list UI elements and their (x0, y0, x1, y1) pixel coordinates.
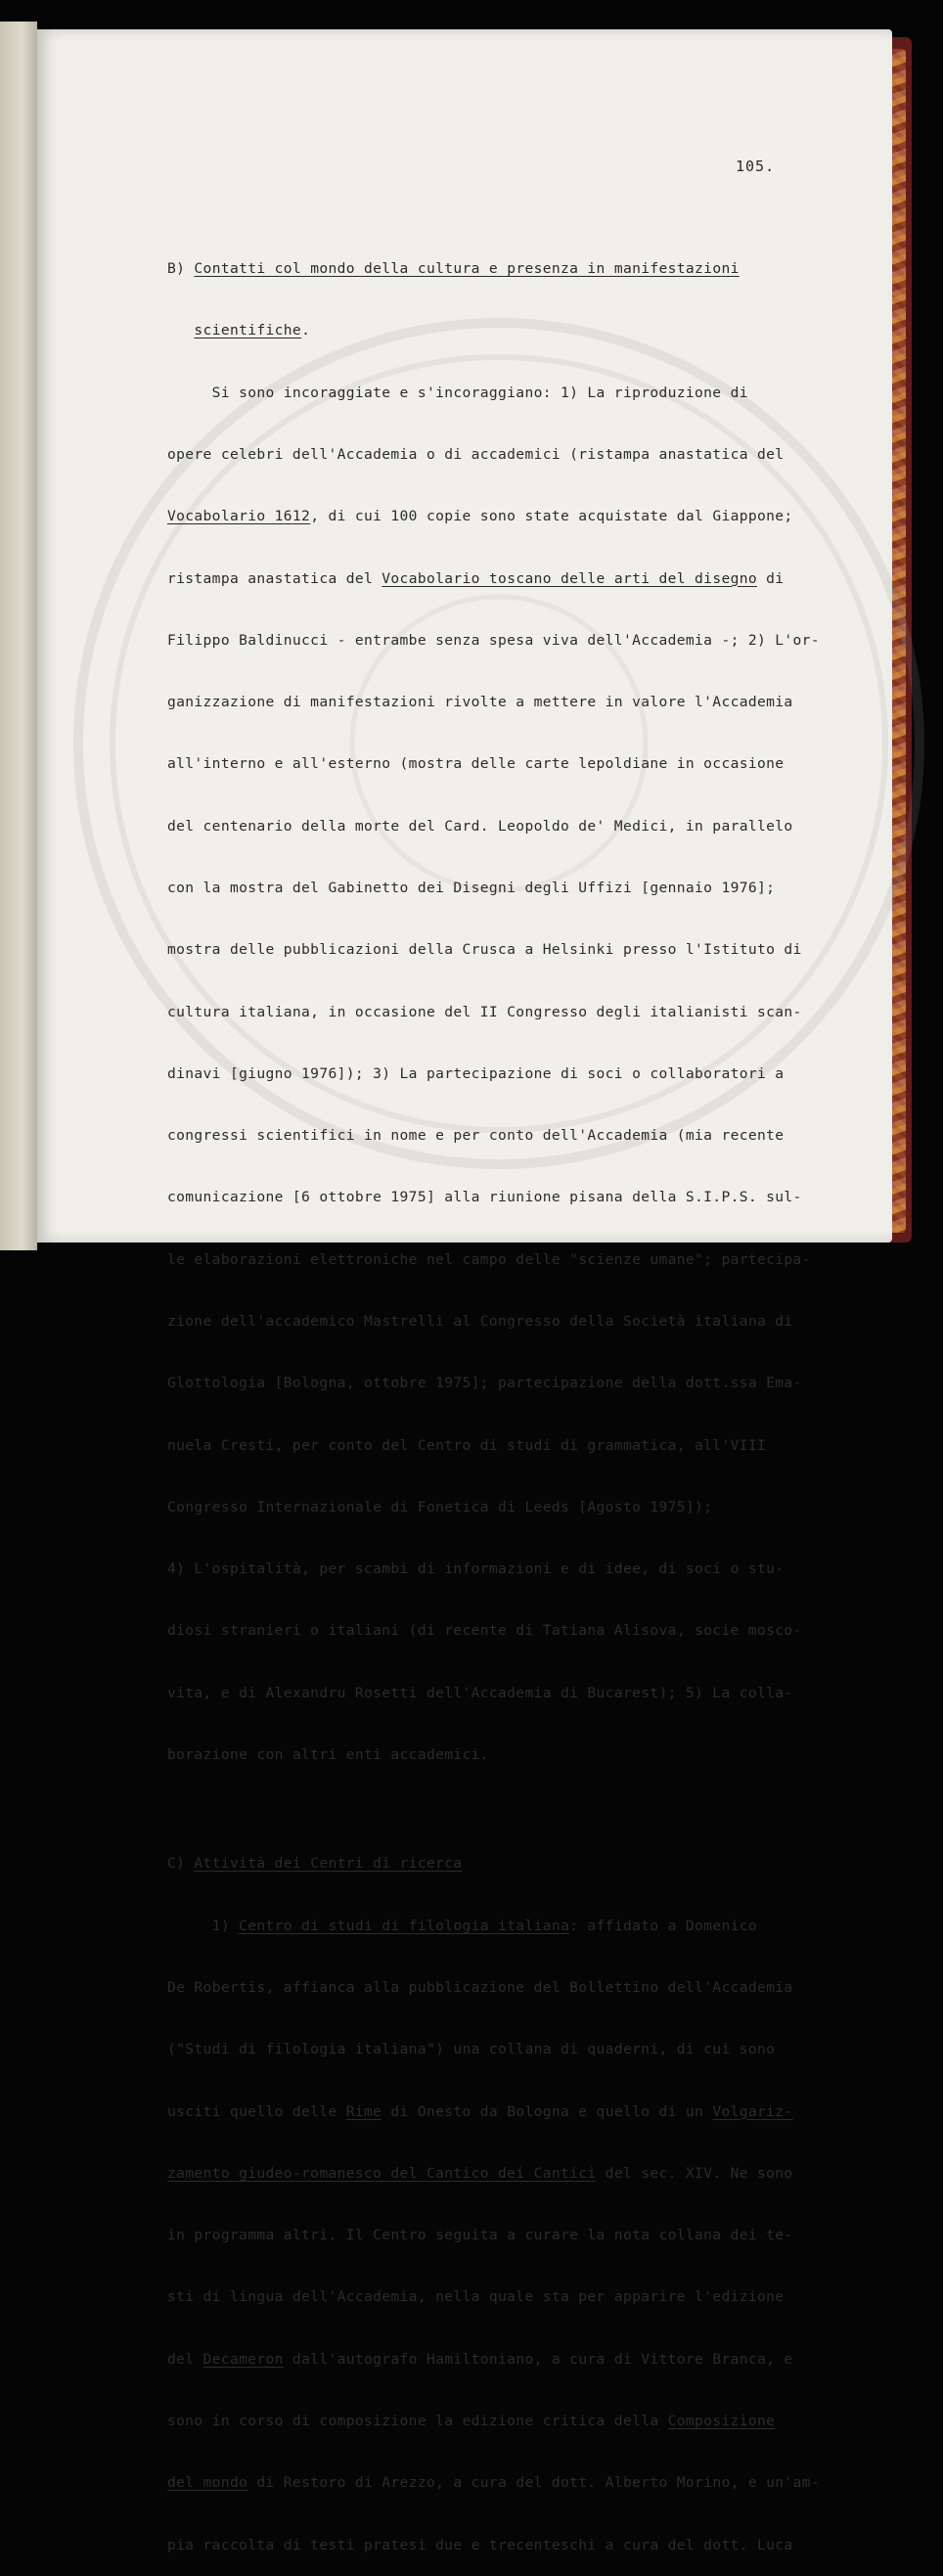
text-line: congressi scientifici in nome e per conto dell'Accademia (mia recente (167, 1127, 785, 1145)
section-gap (167, 1806, 813, 1812)
underlined-title: Volgariz- (712, 2102, 793, 2120)
underlined-title: Vocabolario toscano delle arti del disegno (382, 569, 758, 587)
text-line (167, 1916, 813, 1936)
text-line: comunicazione [6 ottobre 1975] alla riunione pisana della S.I.P.S. sul- (167, 1189, 802, 1206)
text-segment: 1) (167, 1917, 240, 1934)
underlined-title: del mondo (167, 2474, 248, 2492)
underlined-title: Rime (345, 2102, 382, 2120)
text-line (167, 2349, 813, 2370)
document-body (167, 217, 820, 2576)
text-line: ("Studi di filologia italiana") una collana di quaderni, di cui sono (167, 2041, 776, 2058)
heading-prefix: B) (167, 260, 195, 278)
text-line: dinavi [giugno 1976]); 3) La partecipazione di soci o collaboratori a (167, 1064, 785, 1082)
text-segment: dall'autografo Hamiltoniano, a cura di Vittore Branca, e (283, 2350, 793, 2368)
text-segment: ristampa anastatica del (167, 569, 382, 587)
text-line (167, 2411, 813, 2431)
text-line: opere celebri dell'Accademia o di accademici (ristampa anastatica del (167, 446, 785, 464)
text-line: zione dell'accademico Mastrelli al Congresso della Società italiana di (167, 1312, 793, 1330)
text-segment: sono in corso di composizione la edizione critica della (167, 2412, 668, 2429)
heading-prefix: C) (167, 1855, 195, 1873)
text-line: sti di lingua dell'Accademia, nella quale sta per apparire l'edizione (167, 2288, 785, 2306)
text-line: De Robertis, affianca alla pubblicazione del Bollettino dell'Accademia (167, 1978, 793, 1996)
underlined-title: Centro di studi di filologia italiana (239, 1917, 570, 1934)
heading-end: . (301, 322, 311, 339)
text-line (167, 506, 813, 526)
text-line: mostra delle pubblicazioni della Crusca a Helsinki presso l'Istituto di (167, 941, 802, 959)
text-segment: del (167, 2350, 203, 2368)
section-b-heading-cont (167, 320, 813, 340)
text-line (167, 2472, 820, 2493)
text-line: 4) L'ospitalità, per scambi di informazioni e di idee, di soci o stu- (167, 1560, 785, 1578)
text-line: all'interno e all'esterno (mostra delle carte lepoldiane in occasione (167, 755, 785, 773)
text-line: Glottologia [Bologna, ottobre 1975]; partecipazione della dott.ssa Ema- (167, 1375, 802, 1392)
text-segment: di (757, 569, 785, 587)
text-line: vita, e di Alexandru Rosetti dell'Accademia di Bucarest); 5) La colla- (167, 1684, 793, 1701)
underlined-title: zamento giudeo-romanesco del Cantico dei Cantici (167, 2164, 597, 2182)
text-line: ganizzazione di manifestazioni rivolte a mettere in valore l'Accademia (167, 694, 793, 711)
text-line: Si sono incoraggiate e s'incoraggiano: 1) La riproduzione di (167, 384, 748, 401)
underlined-title: Decameron (202, 2350, 284, 2368)
text-segment: del sec. XIV. Ne sono (596, 2164, 793, 2182)
page-number: 105. (736, 158, 776, 175)
section-b-title: Contatti col mondo della cultura e presenza in manifestazioni (194, 260, 740, 278)
text-line: Filippo Baldinucci - entrambe senza spesa viva dell'Accademia -; 2) L'or- (167, 631, 820, 649)
text-line: con la mostra del Gabinetto dei Disegni degli Uffizi [gennaio 1976]; (167, 880, 776, 896)
text-line (167, 2163, 813, 2184)
previous-page-edge (0, 22, 37, 1250)
text-line: del centenario della morte del Card. Leopoldo de' Medici, in parallelo (167, 817, 793, 835)
text-line: diosi stranieri o italiani (di recente di Tatiana Alisova, socie mosco- (167, 1622, 802, 1640)
text-line: cultura italiana, in occasione del II Congresso degli italianisti scan- (167, 1003, 802, 1020)
text-line: Congresso Internazionale di Fonetica di Leeds [Agosto 1975]); (167, 1498, 713, 1515)
underlined-title: Composizione (667, 2412, 776, 2429)
text-line (167, 2101, 813, 2122)
text-segment: di Onesto da Bologna e quello di un (382, 2102, 713, 2120)
text-line: borazione con altri enti accademici. (167, 1745, 489, 1763)
section-c-heading (167, 1853, 813, 1874)
text-segment: , di cui 100 copie sono state acquistate dal Giappone; (310, 508, 793, 525)
section-b-title-cont: scientifiche (194, 322, 302, 339)
text-line: pia raccolta di testi pratesi due e trecenteschi a cura del dott. Luca (167, 2536, 793, 2553)
text-segment: di Restoro di Arezzo, a cura del dott. Alberto Morino, e un'am- (247, 2474, 820, 2492)
text-segment: : affidato a Domenico (569, 1917, 758, 1934)
underlined-title: Vocabolario 1612 (167, 508, 311, 525)
text-line: in programma altri. Il Centro seguita a curare la nota collana dei te- (167, 2227, 793, 2244)
text-line: le elaborazioni elettroniche nel campo delle "scienze umane"; partecipa- (167, 1250, 811, 1268)
text-line: nuela Cresti, per conto del Centro di studi di grammatica, all'VIII (167, 1436, 767, 1454)
text-line (167, 568, 813, 589)
section-c-title: Attività dei Centri di ricerca (194, 1855, 463, 1873)
section-b-heading (167, 258, 813, 279)
text-segment: usciti quello delle (167, 2102, 346, 2120)
